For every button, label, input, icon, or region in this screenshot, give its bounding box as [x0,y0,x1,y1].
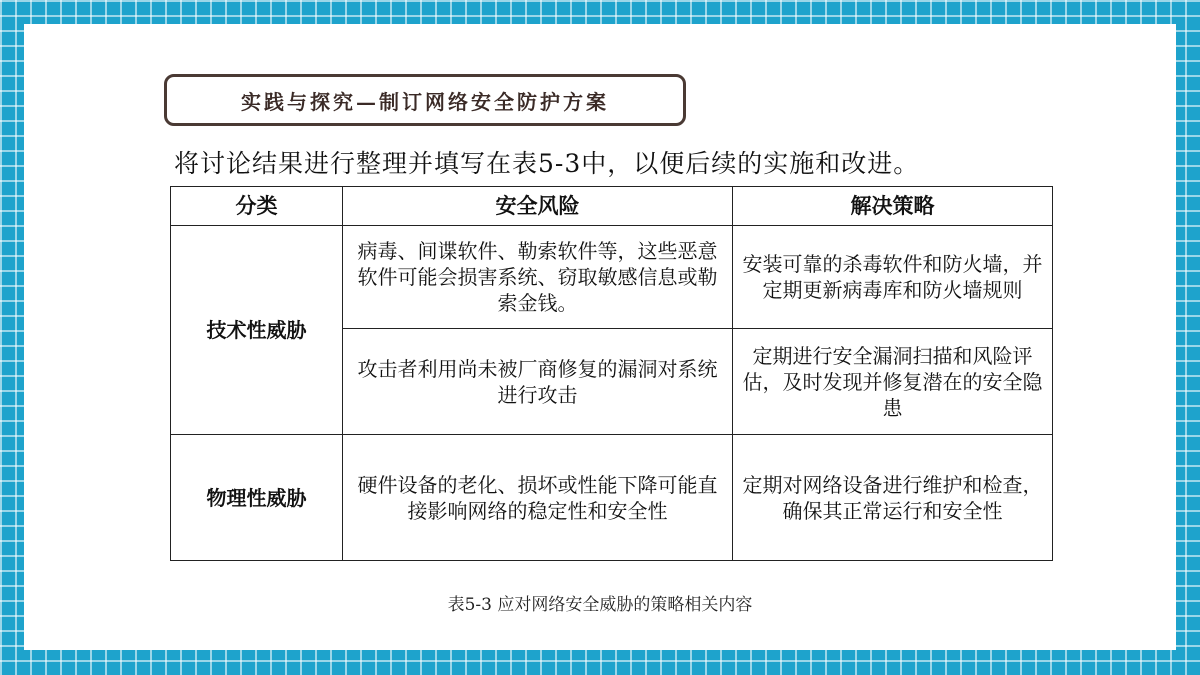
strategy-cell: 定期进行安全漏洞扫描和风险评估，及时发现并修复潜在的安全隐患 [733,329,1053,435]
section-title-box [164,74,686,126]
strategy-cell: 定期对网络设备进行维护和检查，确保其正常运行和安全性 [733,435,1053,561]
header-category: 分类 [171,187,343,226]
section-title: 实践与探究—制订网络安全防护方案 [241,89,609,114]
strategy-cell: 安装可靠的杀毒软件和防火墙，并定期更新病毒库和防火墙规则 [733,226,1053,329]
table-caption: 表5-3 应对网络安全威胁的策略相关内容 [447,595,753,615]
intro-text: 将讨论结果进行整理并填写在表5-3中，以便后续的实施和改进。 [174,149,920,178]
header-risk: 安全风险 [343,187,733,226]
category-cell: 物理性威胁 [171,435,343,561]
risk-cell: 攻击者利用尚未被厂商修复的漏洞对系统进行攻击 [343,329,733,435]
risk-cell: 病毒、间谍软件、勒索软件等，这些恶意软件可能会损害系统、窃取敏感信息或勒索金钱。 [343,226,733,329]
table-header-row [171,187,1053,226]
header-strategy: 解决策略 [733,187,1053,226]
table-row [171,226,1053,329]
risk-cell: 硬件设备的老化、损坏或性能下降可能直接影响网络的稳定性和安全性 [343,435,733,561]
content-panel [24,24,1176,650]
threat-strategy-table [170,186,1053,561]
table-row [171,435,1053,561]
category-cell: 技术性威胁 [171,226,343,435]
